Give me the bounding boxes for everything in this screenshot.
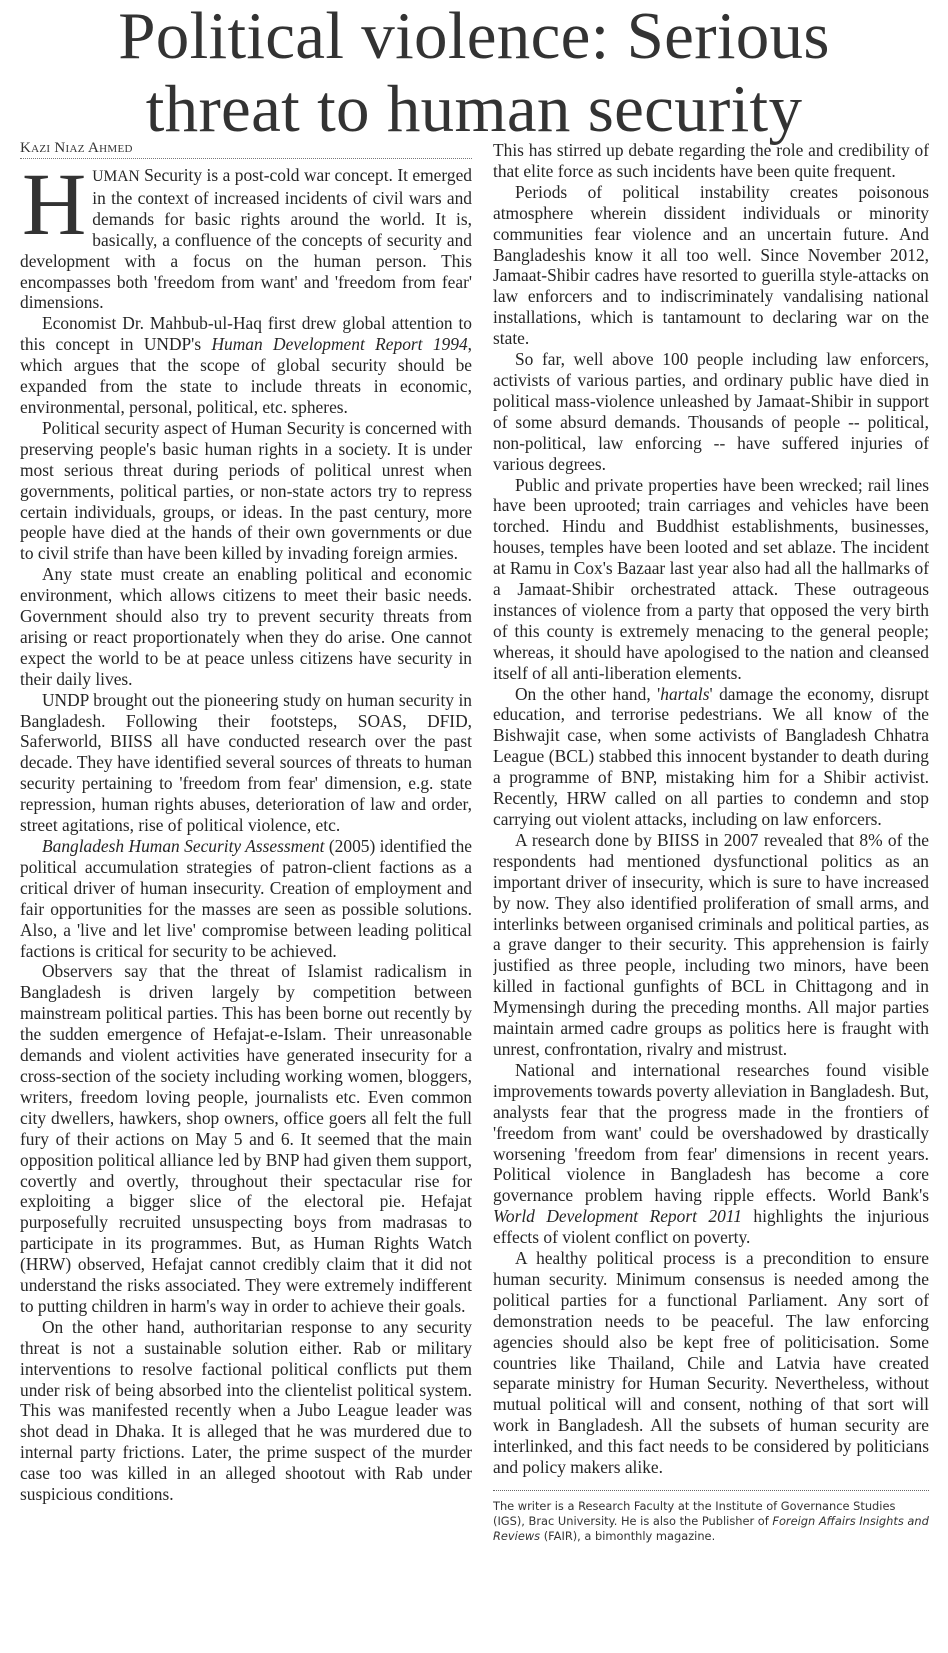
headline <box>20 0 928 146</box>
paragraph: Periods of political instability creates poisonous atmosphere wherein dissident individuals or minority communities fear violence and an uncertain future. And Bangladeshis know it all too well. Since November 2012, Jamaat-Shibir cadres have resorted to guerilla style-attacks on law enforcers and to indiscriminately vandalising national installations, which is tantamount to declaring war on the state. <box>493 181 929 349</box>
paragraph <box>493 1060 929 1248</box>
paragraph: Any state must create an enabling political and economic environment, which allows citizens to meet their basic needs. Government should also try to prevent security threats from arising or react proportionately when they do arise. One cannot expect the world to be at peace unless citizens have security in their daily lives. <box>20 564 472 689</box>
footnote-divider <box>493 1490 929 1491</box>
report-title: Human Development Report 1994 <box>211 334 468 355</box>
paragraph-text: On the other hand, ' <box>515 683 661 704</box>
paragraph-text: Security is a post-cold war concept. It emerged in the context of increased incidents of civil wars and demands for basic rights around the world. It is, basically, a confluence of the concepts of security and development with a focus on the human person. This encompasses both 'freedom from want' and 'freedom from fear' dimensions. <box>20 165 472 313</box>
paragraph <box>20 836 472 961</box>
paragraph-text: National and international researches found visible improvements towards poverty alleviation in Bangladesh. But, analysts fear that the progress made in the frontiers of 'freedom from want' could be overshadowed by drastically worsening 'freedom from fear' dimensions in recent years. Political violence in Bangladesh has become a core governance problem having ripple effects. World Bank's <box>493 1059 929 1206</box>
report-title: World Development Report 2011 <box>493 1206 742 1227</box>
article-body <box>20 140 928 1645</box>
footnote-text: (FAIR), a bimonthly magazine. <box>540 1529 716 1543</box>
lead-caps: UMAN <box>92 168 140 185</box>
magazine-title: Foreign Affairs Insights and Reviews <box>493 1514 929 1543</box>
paragraph: Political security aspect of Human Security is concerned with preserving people's basic human rights in a society. It is under most serious threat during periods of political unrest when governments, political parties, or non-state actors try to repress certain individuals, groups, or ideas. In the past century, more people have died at the hands of their own governments or due to civil strife than have been killed by invading foreign armies. <box>20 417 472 564</box>
paragraph: On the other hand, authoritarian response to any security threat is not a sustainable solution either. Rab or military interventions to resolve factional political conflicts put them under risk of being absorbed into the clientelist political system. This was manifested recently when a Jubo League leader was shot dead in Dhaka. It is alleged that he was murdered due to internal party frictions. Later, the prime suspect of the murder case too was killed in an alleged shootout with Rab under suspicious conditions. <box>20 1316 472 1505</box>
paragraph-text: , which argues that the scope of global security should be expanded from the state to include threats in economic, environmental, personal, political, etc. spheres. <box>20 334 472 417</box>
italic-term: hartals <box>660 683 710 704</box>
paragraph: Observers say that the threat of Islamist radicalism in Bangladesh is driven largely by competition between mainstream political parties. This has been borne out recently by the sudden emergence of Hefajat-e-Islam. Their unreasonable demands and violent activities have generated insecurity for a cross-section of the society including working women, bloggers, writers, freedom loving people, journalists etc. Even common city dwellers, hawkers, shop owners, office goers all felt the full fury of their actions on May 5 and 6. It seemed that the main opposition political alliance led by BNP had given them support, covertly and overtly, throughout their spectacular rise for exploiting a bigger slice of the electoral pie. Hefajat purposefully recruited unsuspecting boys from madrasas to participate in its programmes. But, as Human Rights Watch (HRW) observed, Hefajat cannot credibly claim that it did not understand the risks associated. They were extremely indifferent to putting children in harm's way in order to achieve their goals. <box>20 961 472 1316</box>
author-footnote <box>493 1499 929 1544</box>
headline-line-2: threat to human security <box>145 72 803 146</box>
paragraph-text: (2005) identified the political accumulation strategies of patron-client factions as a critical driver of human insecurity. Creation of employment and fair opportunities for the masses are seen as possible solutions. Also, a 'live and let live' compromise between leading political factions is critical for security to be achieved. <box>20 836 472 961</box>
paragraph: UNDP brought out the pioneering study on human security in Bangladesh. Following their footsteps, SOAS, DFID, Saferworld, BIISS all have conducted research over the past decade. They have identified several sources of threats to human security pertaining to 'freedom from fear' dimension, e.g. state repression, human rights abuses, deterioration of law and order, street agitations, rise of political violence, etc. <box>20 689 472 836</box>
paragraph <box>20 313 472 418</box>
paragraph-text: highlights the injurious effects of violent conflict on poverty. <box>493 1206 929 1248</box>
paragraph-text: ' damage the economy, disrupt education, and terrorise pedestrians. We all know of the Bishwajit case, when some activists of Bangladesh Chhatra League (BCL) stabbed this innocent bystander to death during a programme of BNP, mistaking him for a Shibir activist. Recently, HRW called on all parties to condemn and stop carrying out violent attacks, including on law enforcers. <box>493 683 929 829</box>
paragraph: A healthy political process is a precondition to ensure human security. Minimum consensus is needed among the political parties for a functional Parliament. Any sort of demonstration needs to be peaceful. The law enforcing agencies should also be kept free of politicisation. Some countries like Thailand, Chile and Latvia have created separate ministry for Human Security. Nevertheless, without mutual political will and consent, nothing of that sort will work in Bangladesh. All the subsets of human security are interlinked, and this fact needs to be considered by politicians and policy makers alike. <box>493 1248 929 1478</box>
column-left <box>20 140 472 1645</box>
headline-line-1: Political violence: Serious <box>118 0 830 73</box>
paragraph: This has stirred up debate regarding the role and credibility of that elite force as such incidents have been quite frequent. <box>493 140 929 181</box>
paragraph-text: Economist Dr. Mahbub-ul-Haq first drew global attention to this concept in UNDP's <box>20 313 472 355</box>
paragraph: So far, well above 100 people including law enforcers, activists of various parties, and ordinary public have died in political mass-violence unleashed by Jamaat-Shibir in support of some absurd demands. Thousands of people -- political, non-political, law enforcing -- have suffered injuries of various degrees. <box>493 349 929 474</box>
paragraph <box>493 684 929 830</box>
report-title: Bangladesh Human Security Assessment <box>42 836 325 856</box>
footnote-text: The writer is a Research Faculty at the Institute of Governance Studies (IGS), Brac University. He is also the Publisher of <box>493 1499 896 1528</box>
byline: Kazi Niaz Ahmed <box>20 140 472 159</box>
paragraph: Public and private properties have been wrecked; rail lines have been uprooted; train carriages and vehicles have been torched. Hindu and Buddhist establishments, businesses, houses, temples have been looted and set ablaze. The incident at Ramu in Cox's Bazaar last year also had all the hallmarks of a Jamaat-Shibir orchestrated attack. These outrageous instances of violence from a party that opposed the very birth of this county is extremely menacing to the general people; whereas, it should have apologised to the nation and cleansed itself of all anti-liberation elements. <box>493 474 929 683</box>
column-right <box>493 140 929 1645</box>
paragraph: A research done by BIISS in 2007 revealed that 8% of the respondents had mentioned dysfunctional politics as an important driver of insecurity, which is sure to have increased by now. They also identified proliferation of small arms, and interlinks between organised criminals and political parties, as a grave danger to their security. This apprehension is fairly justified as three people, including two minors, have been killed in factional gunfights of BCL in Chittagong and in Mymensingh during the preceding months. All major parties maintain armed cadre groups as politics here is fraught with unrest, confrontation, rivalry and mistrust. <box>493 829 929 1059</box>
paragraph <box>20 156 472 313</box>
drop-cap: H <box>22 156 87 254</box>
